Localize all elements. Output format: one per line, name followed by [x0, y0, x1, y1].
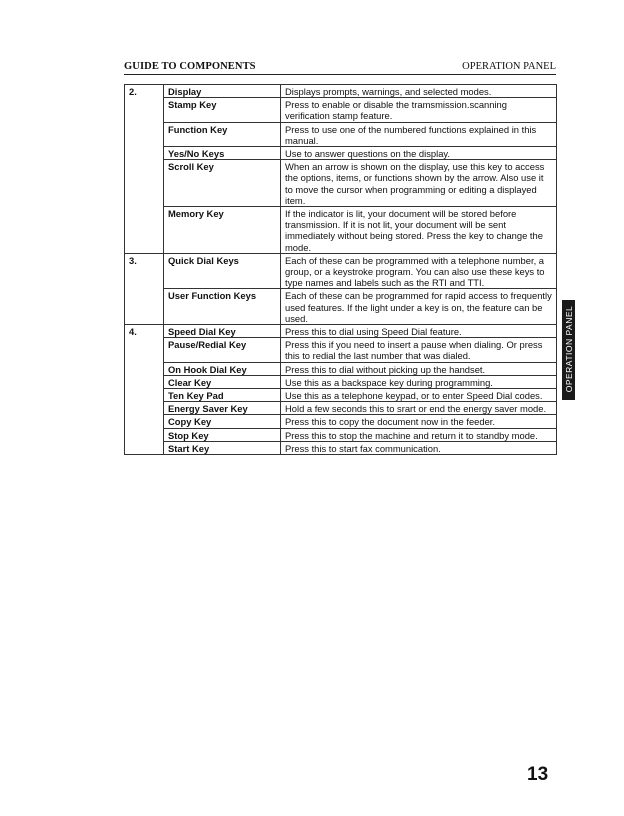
page-header [124, 60, 556, 75]
component-description: When an arrow is shown on the display, use this key to access the options, items, or functions shown by the arrow. Also use it to move the cursor when programming or editing a displayed item. [281, 160, 557, 207]
component-name: Stop Key [164, 428, 281, 441]
table-row [125, 122, 557, 146]
side-tab-label: OPERATION PANEL [564, 305, 574, 393]
table-row [125, 98, 557, 122]
table-row [125, 428, 557, 441]
group-number [125, 375, 164, 388]
component-name: Energy Saver Key [164, 402, 281, 415]
chapter-title: OPERATION PANEL [462, 61, 556, 72]
component-name: Speed Dial Key [164, 325, 281, 338]
group-number [125, 160, 164, 207]
component-name: Function Key [164, 122, 281, 146]
component-name: Memory Key [164, 207, 281, 254]
component-name: Clear Key [164, 375, 281, 388]
component-description: Use this as a telephone keypad, or to enter Speed Dial codes. [281, 389, 557, 402]
component-name: Yes/No Keys [164, 147, 281, 160]
component-name: Ten Key Pad [164, 389, 281, 402]
component-description: Press this to dial without picking up the handset. [281, 362, 557, 375]
component-name: Stamp Key [164, 98, 281, 122]
table-row [125, 441, 557, 454]
table-row [125, 338, 557, 362]
group-number [125, 147, 164, 160]
component-name: Start Key [164, 441, 281, 454]
group-number [125, 338, 164, 362]
group-number [125, 122, 164, 146]
table-row [125, 375, 557, 388]
chapter-side-tab [562, 300, 575, 400]
table-row [125, 402, 557, 415]
group-number [125, 207, 164, 254]
section-title: GUIDE TO COMPONENTS [124, 61, 256, 72]
table-row [125, 389, 557, 402]
group-number [125, 98, 164, 122]
group-number: 2. [125, 85, 164, 98]
component-description: Displays prompts, warnings, and selected modes. [281, 85, 557, 98]
component-name: User Function Keys [164, 289, 281, 325]
component-description: Press this if you need to insert a pause when dialing. Or press this to redial the last number that was dialed. [281, 338, 557, 362]
component-description: Use to answer questions on the display. [281, 147, 557, 160]
component-description: Use this as a backspace key during programming. [281, 375, 557, 388]
group-number [125, 362, 164, 375]
component-name: Quick Dial Keys [164, 253, 281, 289]
table-row [125, 160, 557, 207]
group-number: 4. [125, 325, 164, 338]
component-description: Press this to start fax communication. [281, 441, 557, 454]
component-description: Press to enable or disable the tramsmission.scanning verification stamp feature. [281, 98, 557, 122]
component-name: Display [164, 85, 281, 98]
group-number [125, 428, 164, 441]
component-description: Press to use one of the numbered functions explained in this manual. [281, 122, 557, 146]
group-number [125, 415, 164, 428]
component-description: Press this to copy the document now in the feeder. [281, 415, 557, 428]
component-name: Copy Key [164, 415, 281, 428]
component-name: Scroll Key [164, 160, 281, 207]
group-number [125, 441, 164, 454]
table-row [125, 207, 557, 254]
group-number [125, 389, 164, 402]
table-row [125, 289, 557, 325]
component-description: Press this to stop the machine and return it to standby mode. [281, 428, 557, 441]
table-row [125, 415, 557, 428]
component-name: On Hook Dial Key [164, 362, 281, 375]
component-description: Each of these can be programmed for rapid access to frequently used features. If the light under a key is on, the feature can be used. [281, 289, 557, 325]
component-description: Press this to dial using Speed Dial feature. [281, 325, 557, 338]
table-row [125, 85, 557, 98]
component-description: Hold a few seconds this to srart or end the energy saver mode. [281, 402, 557, 415]
table-row [125, 325, 557, 338]
table-row [125, 253, 557, 289]
table-row [125, 362, 557, 375]
page-number: 13 [527, 764, 549, 785]
component-description: Each of these can be programmed with a telephone number, a group, or a keystroke program. You can also use these keys to type names and labels such as the RTI and TTI. [281, 253, 557, 289]
component-name: Pause/Redial Key [164, 338, 281, 362]
table-row [125, 147, 557, 160]
group-number: 3. [125, 253, 164, 289]
group-number [125, 289, 164, 325]
group-number [125, 402, 164, 415]
component-description: If the indicator is lit, your document will be stored before transmission. If it is not lit, your document will be sent immediately without being stored. Press the key to change the mode. [281, 207, 557, 254]
components-table [124, 84, 557, 455]
